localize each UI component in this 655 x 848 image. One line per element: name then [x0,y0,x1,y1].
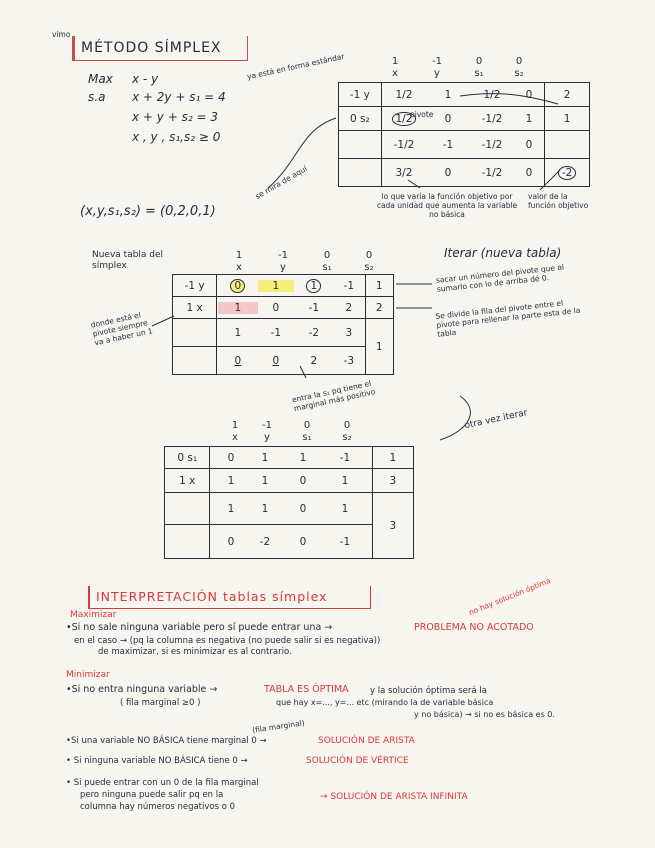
cell: -1/2 [393,138,415,151]
var-y: y [434,68,440,79]
var-s2: s₂ [514,68,524,79]
cell: 1 [444,88,452,101]
cell: 0 [525,88,533,101]
cell: 1 [525,112,533,125]
cell: -1 [343,279,355,292]
cell: 0 [272,354,280,367]
bullet-3: •Si una variable NO BÁSICA tiene marginal 0 → [66,736,267,746]
cell-circle: 0 [230,279,245,293]
rhs-cell: 1 [372,447,413,469]
constraint-1: x + 2y + s₁ = 4 [132,90,226,104]
basis-cell: -1 y [173,275,217,297]
se-mira-note: se mira de aquí [253,164,309,201]
cell: 0 [227,451,235,464]
bullet-1: •Si no sale ninguna variable pero sí puede entrar una → [66,622,333,633]
coef-x: 1 [391,56,399,67]
bullet-4-result: SOLUCIÓN DE VÉRTICE [306,756,409,766]
basis-cell: 1 x [173,297,217,319]
bullet-2: •Si no entra ninguna variable → [66,684,218,695]
var-x: x [232,432,238,443]
st-label: s.a [88,90,106,104]
cell: 1/2 [395,88,413,101]
cell: 0 [525,138,533,151]
row-cells [210,447,372,469]
rhs-cell: 3 [372,469,413,493]
max-label: Max [88,72,113,86]
bullet-5-line2: pero ninguna puede salir pq en la [80,790,224,800]
cell: 0 [234,354,242,367]
bullet-1-result: PROBLEMA NO ACOTADO [414,622,534,633]
cell: 0 [444,166,452,179]
page-title: MÉTODO SÍMPLEX [72,36,248,61]
row-cells [217,297,365,319]
rhs-cell: 1 [545,107,590,131]
pivot-circle: 1/2 [392,112,417,126]
note-objective-value: valor de la función objetivo [528,192,589,210]
bullet-5: • Si puede entrar con un 0 de la fila marginal [66,778,259,788]
basis-cell [165,493,210,525]
cell: 0 [444,112,452,125]
bullet-2-sub3: y no básica) → si no es básica es 0. [414,710,555,719]
cell: 1 [341,474,349,487]
coef-s2: 0 [343,420,351,431]
row-cells [210,525,372,559]
basis-cell: 1 x [165,469,210,493]
row-cells [210,493,372,525]
interpretation-title: INTERPRETACIÓN tablas símplex [88,586,371,609]
note-row2: Se divide la fila del pivote entre el pivote para rellenar la parte esta de la tabla [434,298,581,339]
bullet-1-sub2: de maximizar, si es minimizar es al contrario. [98,647,292,657]
objective: x - y [132,72,159,86]
coef-y: -1 [432,56,442,67]
bullet-1-sub: en el caso → (pq la columna es negativa (no puede salir si es negativa)) [74,636,381,646]
solution: (x,y,s₁,s₂) = (0,2,0,1) [80,204,216,219]
standard-form-note: ya está en forma estándar [246,51,346,82]
minimizar-label: Minimizar [66,670,110,680]
cell: 1 [258,280,294,292]
basis-cell [173,319,217,347]
coef-s1: 0 [323,250,331,261]
cell: 0 [227,535,235,548]
cell: 1 [261,502,269,515]
coef-y: -1 [278,250,288,261]
bullet-3-note: (fila marginal) [251,718,306,735]
basis-cell: 0 s₂ [339,107,382,131]
row-cells [217,319,365,347]
constraint-3: x , y , s₁,s₂ ≥ 0 [132,130,221,144]
var-x: x [392,68,398,79]
table-row [165,469,414,493]
var-y: y [280,262,286,273]
cell: 1 [227,474,235,487]
tableau3 [164,446,414,559]
iterar-label: Iterar (nueva tabla) [444,246,562,260]
note-pivot-one: donde está el pivote siempre va a haber un 1 [89,310,154,348]
constraint-2: x + y + s₂ = 3 [132,110,218,124]
bullet-2-result: TABLA ES ÓPTIMA [264,684,349,695]
rhs-cell: 1 [365,319,394,375]
coef-x: 1 [235,250,243,261]
coef-x: 1 [231,420,239,431]
rhs-cell: 2 [545,83,590,107]
var-s2: s₂ [364,262,374,273]
table-row [165,493,414,525]
new-table-label: Nueva tabla del símplex [92,250,164,271]
basis-cell: 0 s₁ [165,447,210,469]
cell: 1 [227,502,235,515]
var-s1: s₁ [302,432,312,443]
var-y: y [264,432,270,443]
basis-cell: -1 y [339,83,382,107]
var-s1: s₁ [474,68,484,79]
cell: -2 [259,535,271,548]
cell: 1 [218,302,258,314]
table-row [165,447,414,469]
var-s2: s₂ [342,432,352,443]
coef-s2: 0 [515,56,523,67]
row-cells [210,469,372,493]
bullet-2-sub: ( fila marginal ≥0 ) [120,698,201,708]
cell: 1 [261,474,269,487]
cell: -1 [339,535,351,548]
cell: 2 [345,301,353,314]
bullet-2-sub2: que hay x=..., y=... etc (mirando la de variable básica [276,698,494,707]
maximizar-label: Maximizar [70,610,117,620]
cell: -2 [308,326,320,339]
bullet-2-tail: y la solución óptima será la [370,686,487,696]
no-solution-note: no hay solución óptima [467,575,552,618]
basis-cell [173,347,217,375]
cell: 1 [234,326,242,339]
coef-s1: 0 [303,420,311,431]
cell: -3 [343,354,355,367]
cell: 2 [310,354,318,367]
cell: 0 [525,166,533,179]
row-cells [217,347,365,375]
cell: -1 [442,138,454,151]
cell: -1/2 [481,166,503,179]
cell: 0 [299,535,307,548]
bullet-3-result: SOLUCIÓN DE ARISTA [318,736,415,746]
note-iterate-again: otra vez iterar [463,408,529,432]
cell: -1 [308,301,320,314]
cell: 3 [345,326,353,339]
bullet-5-result: → SOLUCIÓN DE ARISTA INFINITA [320,792,468,802]
pivot-note: pivote [410,110,434,119]
cell: 1 [299,451,307,464]
var-s1: s₁ [322,262,332,273]
cell: 0 [299,502,307,515]
coef-s2: 0 [365,250,373,261]
table-row [173,297,394,319]
row-cells [217,275,365,297]
rhs-cell: 1 [365,275,394,297]
objective-value-circle: -2 [558,166,576,180]
cell: -1 [270,326,282,339]
bullet-5-line3: columna hay números negativos o 0 [80,802,236,812]
cell: -1/2 [481,112,503,125]
cell: 3/2 [395,166,413,179]
cell: 0 [272,301,280,314]
basis-cell [165,525,210,559]
cell [218,279,258,293]
cell-circle: 1 [306,279,321,293]
cell [294,279,334,293]
table-row [173,347,394,375]
note-entering: entra la s₁ pq tiene el marginal más positivo [291,378,377,414]
rhs-cell: 3 [372,493,413,559]
table-row [173,319,394,347]
table-row [173,275,394,297]
rhs-cell: 2 [365,297,394,319]
cell: -1/2 [481,138,503,151]
corner-text: vimo [52,30,71,39]
cell: -1 [339,451,351,464]
cell: 0 [299,474,307,487]
note-marginal: lo que varía la función objetivo por cada unidad que aumenta la variable no básica [376,192,518,219]
cell: 1 [261,451,269,464]
bullet-4: • Si ninguna variable NO BÁSICA tiene 0 → [66,756,248,766]
cell: 1/2 [483,88,501,101]
var-x: x [236,262,242,273]
cell: 1 [341,502,349,515]
tableau2 [172,274,394,375]
coef-y: -1 [262,420,272,431]
coef-s1: 0 [475,56,483,67]
note-row1: sacar un número del pivote que al sumarlo con lo de arriba dé 0. [435,262,565,294]
